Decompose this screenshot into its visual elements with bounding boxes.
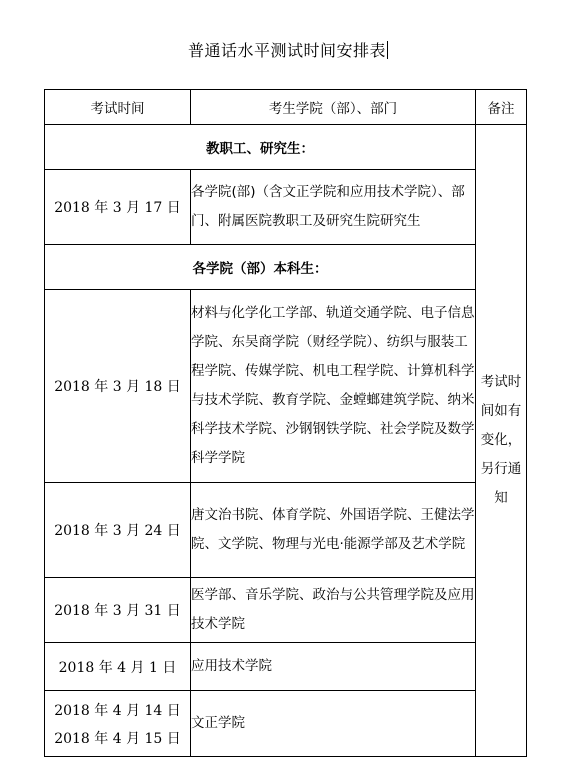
dept-cell: 各学院(部)（含文正学院和应用技术学院）、部门、附属医院教职工及研究生院研究生 — [191, 170, 476, 245]
header-note: 备注 — [476, 90, 527, 125]
dept-cell: 文正学院 — [191, 691, 476, 757]
dept-cell: 医学部、音乐学院、政治与公共管理学院及应用技术学院 — [191, 578, 476, 643]
schedule-table — [44, 89, 527, 757]
page-title: 普通话水平测试时间安排表 — [187, 41, 386, 60]
table-row — [45, 170, 527, 245]
date-cell: 2018 年 3 月 18 日 — [45, 290, 191, 483]
dept-cell: 应用技术学院 — [191, 643, 476, 691]
group-label-undergrad: 各学院（部）本科生： — [45, 245, 476, 290]
date-line: 2018 年 4 月 15 日 — [54, 730, 181, 747]
date-line: 2018 年 4 月 14 日 — [54, 702, 181, 719]
date-cell: 2018 年 3 月 17 日 — [45, 170, 191, 245]
table-row — [45, 483, 527, 578]
table-row — [45, 643, 527, 691]
header-time: 考试时间 — [45, 90, 191, 125]
header-dept: 考生学院（部）、部门 — [191, 90, 476, 125]
group-row-undergrad — [45, 245, 527, 290]
dept-cell: 材料与化学化工学部、轨道交通学院、电子信息学院、东吴商学院（财经学院）、纺织与服装工程学院、传媒学院、机电工程学院、计算机科学与技术学院、教育学院、金螳螂建筑学院、纳米科学技术学院、沙钢钢铁学院、社会学院及数学科学学院 — [191, 290, 476, 483]
date-cell: 2018 年 3 月 31 日 — [45, 578, 191, 643]
table-row — [45, 578, 527, 643]
group-row-staff — [45, 125, 527, 170]
header-row — [45, 90, 527, 125]
date-cell: 2018 年 3 月 24 日 — [45, 483, 191, 578]
table-row — [45, 290, 527, 483]
table-row — [45, 691, 527, 757]
group-label-staff: 教职工、研究生： — [45, 125, 476, 170]
date-cell: 2018 年 4 月 1 日 — [45, 643, 191, 691]
remark-cell: 考试时间如有变化，另行通知 — [476, 125, 527, 757]
text-cursor — [387, 41, 388, 59]
dept-cell: 唐文治书院、体育学院、外国语学院、王健法学院、文学院、物理与光电·能源学部及艺术学院 — [191, 483, 476, 578]
date-cell — [45, 691, 191, 757]
